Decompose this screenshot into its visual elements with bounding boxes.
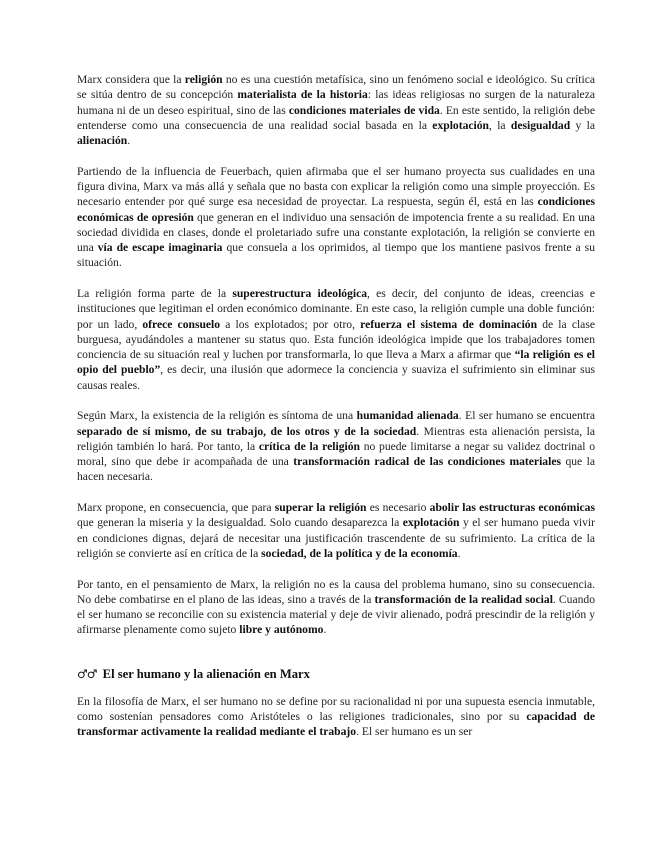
bold-text: vía de escape imaginaria xyxy=(97,241,223,254)
text-run: , es decir, una ilusión que adormece la conciencia y suaviza el sufrimiento sin eliminar sus causas reales. xyxy=(77,363,595,392)
body-paragraphs xyxy=(77,72,595,638)
text-run: no puede limitarse a negar su validez doctrinal o moral, sino que debe ir acompañada de una xyxy=(77,439,595,468)
text-run: que generan la miseria y la desigualdad. Solo cuando desaparezca la xyxy=(77,516,403,530)
bold-text: transformación radical de las condiciones materiales xyxy=(293,455,561,468)
bold-text: “la religión es el opio del pueblo” xyxy=(77,348,595,377)
text-run: es necesario xyxy=(366,501,430,514)
bold-text: religión xyxy=(184,73,223,86)
text-run: : las ideas religiosas no surgen de la naturaleza humana ni de un deseo espiritual, sino de las xyxy=(77,88,595,117)
text-run: y el ser humano pueda vivir en condiciones dignas, dejará de necesitar una justificación trascendente de su sufrimiento. La crítica de la religión se convierte así en crítica de la xyxy=(77,516,595,560)
text-run: . El ser humano se encuentra xyxy=(458,409,595,423)
text-run: Partiendo de la influencia de Feuerbach, quien afirmaba que el ser humano proyecta sus cualidades en una figura divina, Marx va más allá y señala que no basta con explicar la religión como una simple proyección. Es necesario entender por qué surge esa necesidad de proyectar. La respuesta, según él, está en las xyxy=(77,164,595,209)
bold-text: transformación de la realidad social xyxy=(374,592,553,606)
text-run: . Cuando el ser humano se reconcilie con su existencia material y deje de vivir alienado, podrá prescindir de la religión y afirmarse plenamente como sujeto xyxy=(77,592,595,637)
text-run: . xyxy=(457,546,461,560)
text-run: , la xyxy=(488,118,511,132)
text-run: no es una cuestión metafísica, sino un fenómeno social e ideológico. Su crítica se sitúa dentro de su concepción xyxy=(77,73,595,102)
bold-text: abolir las estructuras económicas xyxy=(429,501,595,514)
section-heading xyxy=(77,666,595,682)
bold-text: desigualdad xyxy=(510,118,571,132)
text-run: a los explotados; por otro, xyxy=(220,317,361,331)
bold-text: ofrece consuelo xyxy=(142,317,221,331)
text-run: . xyxy=(127,134,131,147)
bold-text: refuerza el sistema de dominación xyxy=(360,317,538,331)
bold-text: condiciones materiales de vida xyxy=(288,103,440,117)
bold-text: libre y autónomo xyxy=(239,623,324,637)
bold-text: alienación xyxy=(77,134,128,147)
text-run: . Mientras esta alienación persista, la religión también lo hará. Por tanto, la xyxy=(77,424,595,453)
paragraph xyxy=(77,286,595,393)
text-run: . En este sentido, la religión debe entenderse como una consecuencia de una realidad social basada en la xyxy=(77,103,595,132)
text-run: Marx propone, en consecuencia, que para xyxy=(77,501,275,514)
paragraph xyxy=(77,408,595,484)
bold-text: explotación xyxy=(402,516,460,530)
closing-paragraph xyxy=(77,694,595,740)
bold-text: superar la religión xyxy=(274,501,367,514)
text-run: En la filosofía de Marx, el ser humano no se define por su racionalidad ni por una supuesta esencia inmutable, como sostenían pensadores como Aristóteles o las religiones tradicionales, sino por su xyxy=(77,694,595,723)
section-title: El ser humano y la alienación en Marx xyxy=(102,666,310,681)
paragraph xyxy=(77,72,595,148)
bold-text: condiciones económicas de opresión xyxy=(77,195,595,224)
text-run: Marx considera que la xyxy=(77,73,185,86)
text-run: , es decir, del conjunto de ideas, creencias e instituciones que legitiman el orden económico dominante. En este caso, la religión cumple una doble función: por un lado, xyxy=(77,287,596,331)
bold-text: materialista de la historia xyxy=(237,88,368,102)
paragraph xyxy=(77,577,595,638)
text-run: de la clase burguesa, ayudándoles a mantener su status quo. Esta función ideológica impide que los trabajadores tomen conciencia de su situación real y luchen por transformarla, lo que lleva a Marx a afirmar que xyxy=(77,317,595,361)
bold-text: capacidad de transformar activamente la realidad mediante el trabajo xyxy=(77,709,595,738)
bold-text: crítica de la religión xyxy=(258,439,360,453)
text-run: que generan en el individuo una sensación de impotencia frente a su realidad. En una sociedad dividida en clases, donde el proletariado sufre una constante explotación, la religión se convierte en una xyxy=(77,210,595,254)
male-sign-icon: ♂♂ xyxy=(77,666,97,681)
text-run: que la hacen necesaria. xyxy=(77,455,596,484)
bold-text: explotación xyxy=(432,118,489,132)
text-run: La religión forma parte de la xyxy=(77,287,233,300)
text-run: . xyxy=(323,623,327,637)
bold-text: humanidad alienada xyxy=(356,409,459,423)
text-run: . El ser humano es un ser xyxy=(356,725,473,738)
bold-text: superestructura ideológica xyxy=(232,287,368,300)
text-run: y la xyxy=(570,118,595,132)
bold-text: separado de sí mismo, de su trabajo, de los otros y de la sociedad xyxy=(77,424,417,438)
paragraph xyxy=(77,500,595,561)
document-page xyxy=(77,72,595,755)
text-run: Según Marx, la existencia de la religión es síntoma de una xyxy=(77,409,357,423)
paragraph xyxy=(77,164,595,271)
text-run: Por tanto, en el pensamiento de Marx, la religión no es la causa del problema humano, sino su consecuencia. No debe combatirse en el plano de las ideas, sino a través de la xyxy=(77,577,595,606)
bold-text: sociedad, de la política y de la economía xyxy=(261,546,458,560)
text-run: que consuela a los oprimidos, al tiempo que los mantiene pasivos frente a su situación. xyxy=(77,241,595,270)
